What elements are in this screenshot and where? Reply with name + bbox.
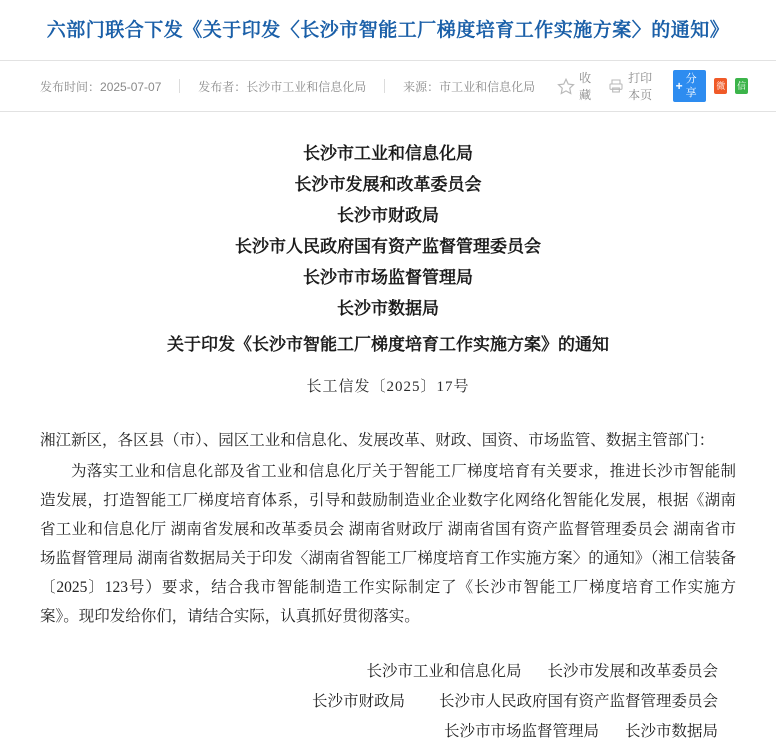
signature-name: 长沙市发展和改革委员会 bbox=[547, 663, 718, 680]
action-group bbox=[553, 67, 754, 105]
favorite-button[interactable] bbox=[553, 67, 598, 105]
source-label: 来源： bbox=[403, 79, 440, 94]
print-label: 打印本页 bbox=[628, 71, 653, 102]
body-paragraph: 为落实工业和信息化部及省工业和信息化厅关于智能工厂梯度培育有关要求，推进长沙市智能制造发展，打造智能工厂梯度培育体系，引导和鼓励制造业企业数字化网络化智能化发展，根据《湖南省工业和信息化厅 湖南省发展和改革委员会 湖南省财政厅 湖南省国有资产监督管理委员会 湖南省市场监督管理局 湖南省数据局关于印发〈湖南省智能工厂梯度培育工作实施方案〉的通知》（湘工信装备〔2025〕123号）要求，结合我市智能制造工作实际制定了《长沙市智能工厂梯度培育工作实施方案》。现印发给你们，请结合实际，认真抓好贯彻落实。 bbox=[40, 463, 736, 625]
issuer-line: 长沙市人民政府国有资产监督管理委员会 bbox=[235, 237, 541, 256]
issuer-line: 长沙市发展和改革委员会 bbox=[294, 175, 482, 194]
wechat-icon[interactable] bbox=[735, 78, 748, 94]
signature-row bbox=[40, 717, 736, 747]
publish-time-value: 2025-07-07 bbox=[100, 79, 162, 94]
meta-bar bbox=[0, 60, 776, 112]
signature-name: 长沙市人民政府国有资产监督管理委员会 bbox=[438, 693, 718, 710]
publisher-value: 长沙市工业和信息化局 bbox=[246, 79, 367, 94]
issuer-line: 长沙市财政局 bbox=[337, 206, 439, 225]
source-value: 市工业和信息化局 bbox=[439, 79, 536, 94]
issuer-line: 长沙市市场监督管理局 bbox=[303, 268, 473, 287]
weibo-glyph: 微 bbox=[716, 81, 726, 91]
printer-icon bbox=[608, 78, 624, 94]
signature-row bbox=[40, 657, 736, 687]
share-button[interactable] bbox=[673, 70, 707, 102]
signature-row bbox=[40, 687, 736, 717]
print-button[interactable] bbox=[604, 67, 667, 105]
signature-block bbox=[40, 657, 736, 747]
signature-name: 长沙市数据局 bbox=[624, 723, 718, 740]
star-icon bbox=[557, 77, 575, 95]
publisher bbox=[180, 78, 384, 95]
share-label: 分享 bbox=[685, 73, 697, 99]
favorite-label: 收藏 bbox=[579, 71, 592, 102]
source bbox=[385, 78, 553, 95]
publisher-label: 发布者： bbox=[198, 79, 247, 94]
document-heading: 关于印发《长沙市智能工厂梯度培育工作实施方案》的通知 bbox=[167, 335, 609, 354]
share-plus-icon: + bbox=[675, 79, 683, 93]
signature-name: 长沙市财政局 bbox=[311, 693, 405, 710]
publish-time-label: 发布时间： bbox=[40, 79, 101, 94]
wechat-glyph: 信 bbox=[737, 81, 747, 91]
article-body bbox=[0, 112, 776, 747]
title-bar bbox=[0, 0, 776, 60]
issuer-line: 长沙市工业和信息化局 bbox=[303, 144, 473, 163]
publish-time bbox=[22, 78, 179, 95]
document-number: 长工信发〔2025〕17号 bbox=[306, 379, 470, 395]
signature-name: 长沙市工业和信息化局 bbox=[366, 663, 522, 680]
recipients-line: 湘江新区，各区县（市）、园区工业和信息化、发展改革、财政、国资、市场监管、数据主管部门： bbox=[40, 432, 715, 449]
issuer-line: 长沙市数据局 bbox=[337, 299, 439, 318]
page-title: 六部门联合下发《关于印发〈长沙市智能工厂梯度培育工作实施方案〉的通知》 bbox=[46, 20, 730, 41]
weibo-icon[interactable] bbox=[714, 78, 727, 94]
signature-name: 长沙市市场监督管理局 bbox=[443, 723, 599, 740]
